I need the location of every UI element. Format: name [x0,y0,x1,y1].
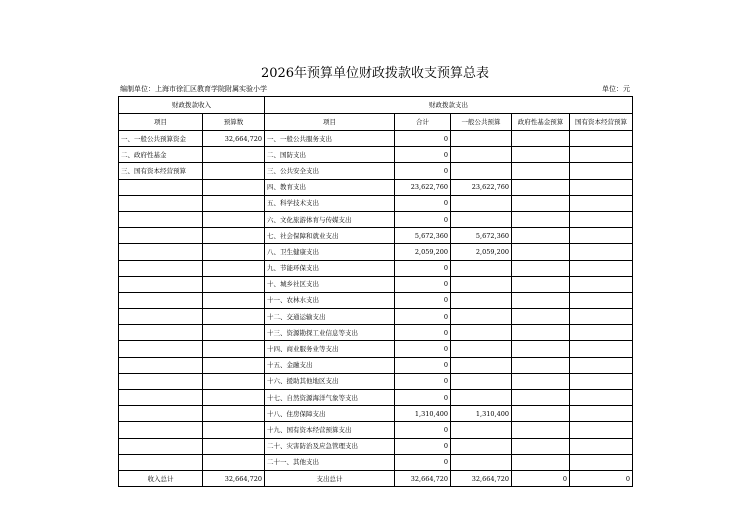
gov-fund-amount [512,211,570,227]
gov-fund-total-amount: 0 [512,470,570,486]
general-budget-amount [451,163,512,179]
gov-fund-amount [512,260,570,276]
gov-fund-amount [512,438,570,454]
table-row [119,131,633,147]
income-amount [203,163,265,179]
expense-item: 二十一、其他支出 [265,454,395,470]
table-row [119,179,633,195]
total-amount: 0 [395,276,451,292]
gov-fund-amount [512,309,570,325]
income-item [119,406,203,422]
table-row [119,406,633,422]
income-amount [203,195,265,211]
income-amount [203,276,265,292]
table-row [119,260,633,276]
state-capital-amount [570,390,633,406]
gov-fund-amount [512,406,570,422]
total-amount: 0 [395,373,451,389]
gov-fund-amount [512,292,570,308]
expense-item: 七、社会保障和就业支出 [265,228,395,244]
total-amount: 5,672,360 [395,228,451,244]
group-header-row [119,97,633,114]
income-total-amount: 32,664,720 [203,470,265,486]
state-capital-amount [570,373,633,389]
table-row [119,373,633,389]
table-row [119,211,633,227]
income-item [119,454,203,470]
state-capital-amount [570,325,633,341]
income-item [119,422,203,438]
state-capital-amount [570,341,633,357]
gov-fund-amount [512,276,570,292]
income-amount [203,292,265,308]
state-capital-amount [570,131,633,147]
income-amount [203,373,265,389]
total-amount: 0 [395,147,451,163]
state-capital-amount [570,422,633,438]
total-amount: 0 [395,357,451,373]
income-amount [203,309,265,325]
gov-fund-amount [512,195,570,211]
income-item [119,373,203,389]
total-amount: 2,059,200 [395,244,451,260]
income-amount [203,260,265,276]
table-row [119,341,633,357]
general-budget-amount [451,357,512,373]
state-capital-amount [570,179,633,195]
table-row [119,390,633,406]
gov-fund-amount [512,244,570,260]
income-item [119,390,203,406]
income-total-label: 收入总计 [119,470,203,486]
table-row [119,438,633,454]
total-amount: 0 [395,438,451,454]
expense-item: 六、文化旅游体育与传媒支出 [265,211,395,227]
expense-item: 五、科学技术支出 [265,195,395,211]
gov-fund-amount [512,357,570,373]
state-capital-amount [570,406,633,422]
total-amount: 0 [395,309,451,325]
expense-item: 十一、农林水支出 [265,292,395,308]
income-amount [203,454,265,470]
income-item: 三、国有资本经营预算 [119,163,203,179]
col-header-gov-fund: 政府性基金预算 [512,114,570,131]
total-amount: 0 [395,454,451,470]
expense-item: 四、教育支出 [265,179,395,195]
expense-item: 三、公共安全支出 [265,163,395,179]
state-capital-amount [570,454,633,470]
col-header-budget: 预算数 [203,114,265,131]
state-capital-total-amount: 0 [570,470,633,486]
income-item [119,292,203,308]
expense-item: 十三、资源勘探工业信息等支出 [265,325,395,341]
income-amount [203,390,265,406]
expense-item: 十六、援助其他地区支出 [265,373,395,389]
gov-fund-amount [512,325,570,341]
table-row [119,244,633,260]
state-capital-amount [570,211,633,227]
expense-item: 二十、灾害防治及应急管理支出 [265,438,395,454]
income-item [119,325,203,341]
state-capital-amount [570,260,633,276]
general-budget-amount [451,309,512,325]
state-capital-amount [570,147,633,163]
table-row [119,228,633,244]
state-capital-amount [570,357,633,373]
state-capital-amount [570,276,633,292]
expense-item: 一、一般公共服务支出 [265,131,395,147]
general-total-amount: 32,664,720 [451,470,512,486]
income-amount [203,244,265,260]
income-amount [203,341,265,357]
total-amount: 0 [395,260,451,276]
totals-row [119,470,633,486]
col-header-exp-item: 项目 [265,114,395,131]
income-item [119,276,203,292]
unit-label: 编制单位：上海市徐汇区教育学院附属实验小学 [120,85,267,93]
total-amount: 23,622,760 [395,179,451,195]
column-header-row [119,114,633,131]
income-item [119,179,203,195]
expense-item: 十八、住房保障支出 [265,406,395,422]
expense-total-amount: 32,664,720 [395,470,451,486]
income-item [119,211,203,227]
expense-item: 十九、国有资本经营预算支出 [265,422,395,438]
gov-fund-amount [512,228,570,244]
general-budget-amount [451,422,512,438]
income-item [119,309,203,325]
expense-item: 十七、自然资源海洋气象等支出 [265,390,395,406]
expense-item: 八、卫生健康支出 [265,244,395,260]
income-item [119,438,203,454]
gov-fund-amount [512,390,570,406]
expense-group-header: 财政拨款支出 [265,97,633,114]
total-amount: 0 [395,195,451,211]
total-amount: 0 [395,422,451,438]
general-budget-amount: 5,672,360 [451,228,512,244]
general-budget-amount [451,276,512,292]
income-item [119,341,203,357]
income-amount [203,357,265,373]
total-amount: 0 [395,131,451,147]
table-row [119,163,633,179]
income-amount [203,179,265,195]
gov-fund-amount [512,341,570,357]
gov-fund-amount [512,373,570,389]
budget-table [118,96,633,487]
table-row [119,195,633,211]
gov-fund-amount [512,163,570,179]
state-capital-amount [570,195,633,211]
expense-item: 十二、交通运输支出 [265,309,395,325]
expense-total-label: 支出总计 [265,470,395,486]
general-budget-amount [451,147,512,163]
income-item [119,244,203,260]
total-amount: 0 [395,325,451,341]
table-row [119,147,633,163]
income-amount [203,438,265,454]
expense-item: 十、城乡社区支出 [265,276,395,292]
col-header-state-capital: 国有资本经营预算 [570,114,633,131]
table-row [119,276,633,292]
general-budget-amount [451,260,512,276]
gov-fund-amount [512,131,570,147]
col-header-general: 一般公共预算 [451,114,512,131]
table-row [119,454,633,470]
income-amount [203,211,265,227]
table-row [119,357,633,373]
table-row [119,422,633,438]
income-amount [203,325,265,341]
total-amount: 0 [395,292,451,308]
general-budget-amount [451,390,512,406]
total-amount: 0 [395,163,451,179]
table-row [119,309,633,325]
income-item [119,260,203,276]
total-amount: 0 [395,390,451,406]
total-amount: 0 [395,211,451,227]
general-budget-amount [451,325,512,341]
general-budget-amount [451,454,512,470]
state-capital-amount [570,163,633,179]
income-amount [203,422,265,438]
total-amount: 1,310,400 [395,406,451,422]
state-capital-amount [570,244,633,260]
expense-item: 十四、商业服务业等支出 [265,341,395,357]
general-budget-amount: 1,310,400 [451,406,512,422]
general-budget-amount [451,341,512,357]
income-group-header: 财政拨款收入 [119,97,265,114]
gov-fund-amount [512,179,570,195]
gov-fund-amount [512,422,570,438]
general-budget-amount: 23,622,760 [451,179,512,195]
gov-fund-amount [512,454,570,470]
expense-item: 十五、金融支出 [265,357,395,373]
col-header-total: 合计 [395,114,451,131]
income-item: 一、一般公共预算资金 [119,131,203,147]
income-item [119,357,203,373]
general-budget-amount [451,195,512,211]
general-budget-amount [451,131,512,147]
general-budget-amount [451,438,512,454]
total-amount: 0 [395,341,451,357]
table-row [119,292,633,308]
col-header-item: 项目 [119,114,203,131]
income-amount [203,147,265,163]
expense-item: 九、节能环保支出 [265,260,395,276]
currency-label: 单位：元 [602,85,630,93]
page-title: 2026年预算单位财政拨款收支预算总表 [260,66,490,81]
general-budget-amount [451,373,512,389]
table-row [119,325,633,341]
income-item [119,195,203,211]
expense-item: 二、国防支出 [265,147,395,163]
income-amount [203,228,265,244]
gov-fund-amount [512,147,570,163]
income-amount: 32,664,720 [203,131,265,147]
income-item [119,228,203,244]
state-capital-amount [570,438,633,454]
income-item: 二、政府性基金 [119,147,203,163]
income-amount [203,406,265,422]
general-budget-amount: 2,059,200 [451,244,512,260]
general-budget-amount [451,211,512,227]
state-capital-amount [570,309,633,325]
state-capital-amount [570,228,633,244]
general-budget-amount [451,292,512,308]
state-capital-amount [570,292,633,308]
